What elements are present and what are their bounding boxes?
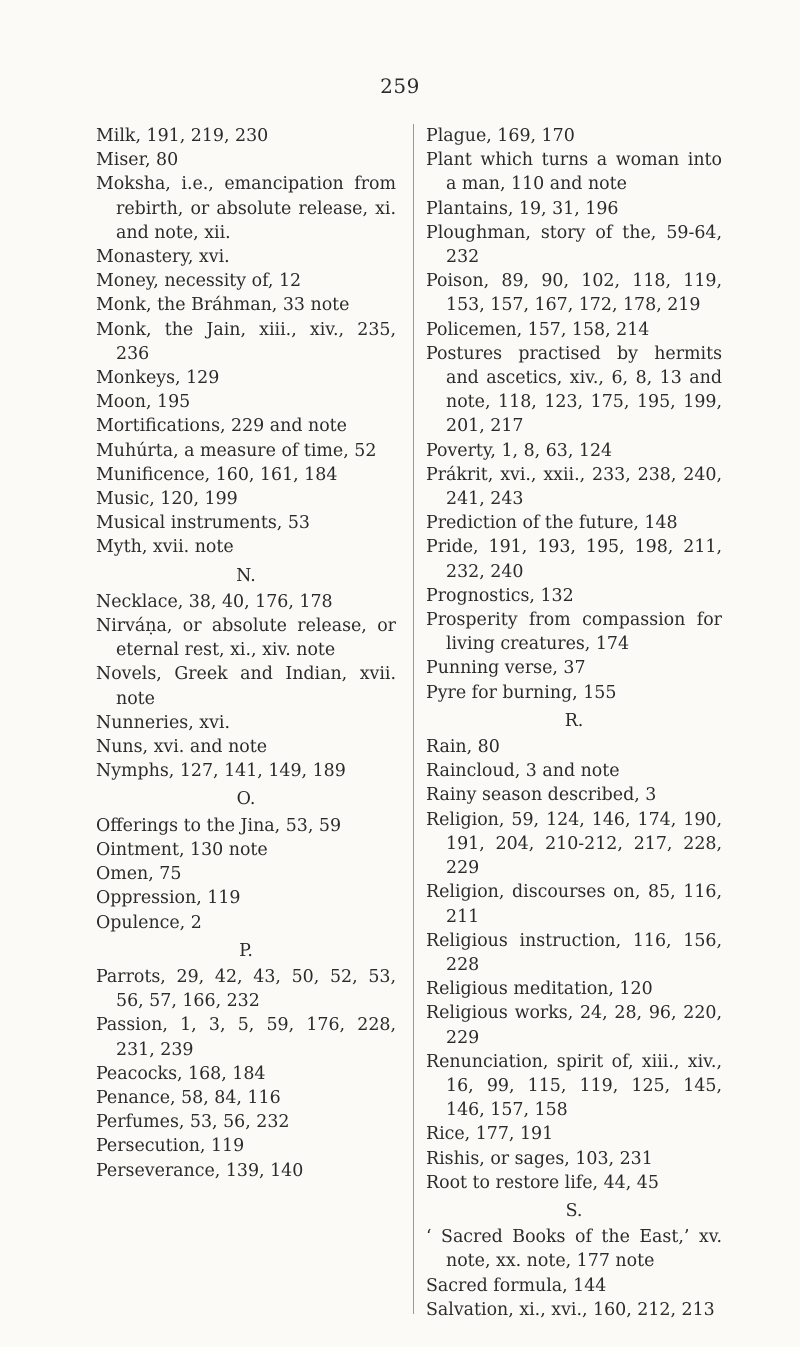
index-entry: Moksha, i.e., emancipation from rebirth, or absolute release, xi. and note, xii. <box>96 174 396 243</box>
index-entry: Prediction of the future, 148 <box>426 513 678 534</box>
index-entry: Monkeys, 129 <box>96 368 220 389</box>
index-entry: Milk, 191, 219, 230 <box>96 126 269 146</box>
index-entry: Poison, 89, 90, 102, 118, 119, 153, 157, 167, 172, 178, 219 <box>426 271 722 316</box>
index-entry: Monastery, xvi. <box>96 247 230 268</box>
index-entry: Persecution, 119 <box>96 1136 245 1157</box>
index-entry: Plantains, 19, 31, 196 <box>426 198 619 219</box>
index-entry: Renunciation, spirit of, xiii., xiv., 16, 99, 115, 119, 125, 145, 146, 157, 158 <box>426 1051 722 1121</box>
index-entry: Plant which turns a woman into a man, 110 and note <box>426 150 722 195</box>
index-entry: Munificence, 160, 161, 184 <box>96 464 338 485</box>
index-entry: Salvation, xi., xvi., 160, 212, 213 <box>426 1299 715 1320</box>
index-entry: Rishis, or sages, 103, 231 <box>426 1148 653 1169</box>
index-entry: Monk, the Bráhman, 33 note <box>96 295 350 316</box>
index-entry: Rainy season described, 3 <box>426 785 657 806</box>
index-entry: Religion, discourses on, 85, 116, 211 <box>426 882 722 927</box>
section-letter: R. <box>564 710 584 731</box>
index-entry: Money, necessity of, 12 <box>96 271 302 292</box>
index-entry: Ploughman, story of the, 59-64, 232 <box>426 222 722 268</box>
index-entry: Monk, the Jain, xiii., xiv., 235, 236 <box>96 319 396 364</box>
index-entry: Religious works, 24, 28, 96, 220, 229 <box>426 1003 722 1048</box>
section-letter: N. <box>236 565 256 586</box>
index-entry: Perseverance, 139, 140 <box>96 1160 304 1181</box>
index-entry: Religion, 59, 124, 146, 174, 190, 191, 204, 210-212, 217, 228, 229 <box>426 809 722 879</box>
index-column-right <box>413 124 722 1320</box>
index-entry: Prosperity from compassion for living creatures, 174 <box>426 610 722 655</box>
index-entry: Prákrit, xvi., xxii., 233, 238, 240, 241, 243 <box>426 464 722 510</box>
index-entry: Mortifications, 229 and note <box>96 416 347 437</box>
index-entry: Muhúrta, a measure of time, 52 <box>96 440 377 461</box>
index-entry: Ointment, 130 note <box>96 839 268 860</box>
index-entry: Music, 120, 199 <box>96 489 238 510</box>
section-letter: P. <box>239 940 253 961</box>
index-entry: Penance, 58, 84, 116 <box>96 1087 281 1108</box>
index-entry: Nunneries, xvi. <box>96 712 230 733</box>
index-entry: Prognostics, 132 <box>426 585 574 606</box>
index-column-left <box>96 124 396 1183</box>
index-entry: Peacocks, 168, 184 <box>96 1063 266 1084</box>
index-entry: Rice, 177, 191 <box>426 1124 554 1145</box>
index-entry: Religious instruction, 116, 156, 228 <box>426 930 722 975</box>
index-entry: Miser, 80 <box>96 150 179 171</box>
index-entry: Plague, 169, 170 <box>426 126 575 146</box>
index-entry: Rain, 80 <box>426 737 500 758</box>
index-entry: Poverty, 1, 8, 63, 124 <box>426 440 613 461</box>
index-entry: Policemen, 157, 158, 214 <box>426 319 650 340</box>
index-entry: Necklace, 38, 40, 176, 178 <box>96 591 333 612</box>
index-entry: Nirváṇa, or absolute release, or eternal rest, xi., xiv. note <box>96 616 396 661</box>
index-entry: Perfumes, 53, 56, 232 <box>96 1112 290 1133</box>
index-entry: Parrots, 29, 42, 43, 50, 52, 53, 56, 57, 166, 232 <box>96 966 396 1012</box>
index-entry: ‘ Sacred Books of the East,’ xv. note, xx. note, 177 note <box>426 1227 722 1272</box>
index-entry: Pride, 191, 193, 195, 198, 211, 232, 240 <box>426 537 722 582</box>
index-entry: Raincloud, 3 and note <box>426 761 620 782</box>
index-entry: Religious meditation, 120 <box>426 979 653 1000</box>
index-entry: Pyre for burning, 155 <box>426 682 617 703</box>
index-entry: Omen, 75 <box>96 864 182 885</box>
index-entry: Sacred formula, 144 <box>426 1275 607 1296</box>
index-entry: Root to restore life, 44, 45 <box>426 1172 659 1193</box>
index-entry: Punning verse, 37 <box>426 658 586 679</box>
index-entry: Musical instruments, 53 <box>96 513 310 534</box>
index-entry: Moon, 195 <box>96 392 191 413</box>
index-entry: Oppression, 119 <box>96 888 241 909</box>
page-number: 259 <box>380 74 420 98</box>
index-entry: Nuns, xvi. and note <box>96 737 268 758</box>
index-entry: Novels, Greek and Indian, xvii. note <box>96 664 396 709</box>
index-entry: Offerings to the Jina, 53, 59 <box>96 815 342 836</box>
index-entry: Opulence, 2 <box>96 912 202 933</box>
section-letter: O. <box>236 789 256 810</box>
section-letter: S. <box>565 1200 583 1221</box>
index-entry: Nymphs, 127, 141, 149, 189 <box>96 761 346 782</box>
index-entry: Passion, 1, 3, 5, 59, 176, 228, 231, 239 <box>96 1015 396 1060</box>
index-entry: Postures practised by hermits and ascetics, xiv., 6, 8, 13 and note, 118, 123, 175, 195, 199, 201, 217 <box>426 343 722 437</box>
index-entry: Myth, xvii. note <box>96 537 234 558</box>
